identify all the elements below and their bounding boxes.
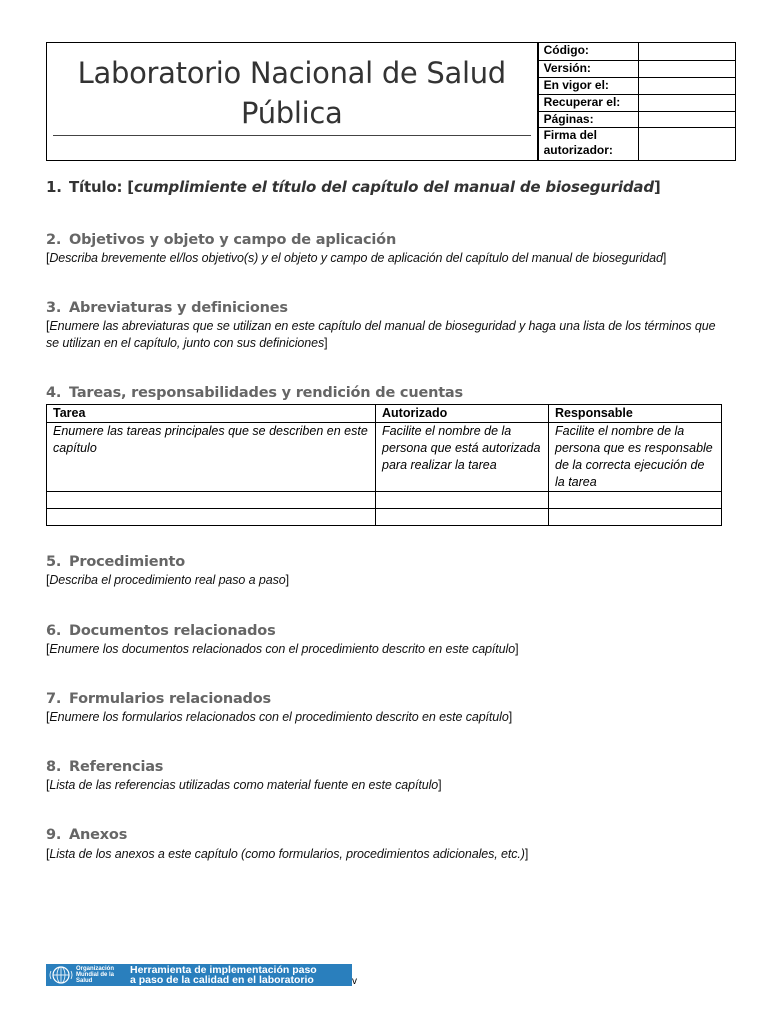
section-abbreviations-heading [46, 300, 288, 316]
section-title-heading [46, 178, 661, 196]
document-header [46, 42, 736, 161]
section-heading-text: Objetivos y objeto y campo de aplicación [69, 232, 397, 248]
table-cell[interactable] [47, 492, 376, 509]
bracket-open: [ [46, 778, 50, 792]
page-number: v [352, 976, 357, 987]
section-objectives-heading [46, 232, 396, 248]
section-procedure-body [46, 572, 726, 589]
bracket-close: ] [662, 251, 667, 265]
document-meta-table [538, 43, 735, 160]
section-heading-text: Tareas, responsabilidades y rendición de cuentas [69, 385, 463, 401]
bracket-open: [ [46, 710, 50, 724]
footer-banner [46, 964, 352, 986]
section-heading-text: Referencias [69, 759, 164, 775]
placeholder-text[interactable]: Lista de las referencias utilizadas como material fuente en este capítulo [49, 778, 439, 792]
meta-label-version: Versión: [538, 60, 639, 77]
lab-title: Laboratorio Nacional de Salud Pública [77, 56, 506, 130]
who-globe-icon [48, 965, 74, 985]
section-documents-heading [46, 623, 276, 639]
table-header-row [47, 405, 722, 423]
section-tasks-heading [46, 385, 463, 401]
section-forms-heading [46, 691, 271, 707]
bracket-close: ] [524, 847, 529, 861]
header-title-cell [47, 43, 538, 160]
bracket-open: [ [46, 319, 50, 333]
meta-label-recall: Recuperar el: [538, 94, 639, 111]
meta-value-signature[interactable] [639, 127, 735, 160]
section-number: 9. [46, 827, 62, 843]
meta-label-code: Código: [538, 43, 639, 60]
section-title-placeholder[interactable]: cumplimiente el título del capítulo del manual de bioseguridad [133, 178, 654, 196]
section-number: 7. [46, 691, 62, 707]
column-header-task: Tarea [47, 405, 376, 423]
placeholder-text[interactable]: Describa brevemente el/los objetivo(s) y el objeto y campo de aplicación del capítulo del manual de bioseguridad [49, 251, 663, 265]
meta-row [538, 77, 735, 94]
meta-row [538, 43, 735, 60]
section-heading-text: Formularios relacionados [69, 691, 271, 707]
table-cell[interactable] [47, 509, 376, 526]
section-heading-text: Procedimiento [69, 554, 186, 570]
section-annexes-heading [46, 827, 127, 843]
org-name: Organización Mundial de la Salud [76, 966, 115, 984]
bracket-open: [ [46, 642, 50, 656]
table-cell[interactable] [376, 509, 549, 526]
section-heading-text: Abreviaturas y definiciones [69, 300, 288, 316]
meta-row [538, 127, 735, 160]
table-row [47, 492, 722, 509]
section-number: 3. [46, 300, 62, 316]
meta-value-recall[interactable] [639, 94, 735, 111]
table-cell[interactable] [549, 509, 722, 526]
meta-row [538, 60, 735, 77]
table-cell[interactable]: Facilite el nombre de la persona que es responsable de la correcta ejecución de la tarea [549, 423, 722, 492]
placeholder-text[interactable]: Enumere los documentos relacionados con el procedimiento descrito en este capítulo [49, 642, 516, 656]
table-cell[interactable]: Enumere las tareas principales que se describen en este capítulo [47, 423, 376, 492]
bracket-close: ] [285, 573, 289, 587]
bracket-open: [ [46, 573, 50, 587]
section-heading-text: Anexos [69, 827, 128, 843]
meta-value-effective[interactable] [639, 77, 735, 94]
bracket-close: ] [653, 178, 661, 196]
section-number: 6. [46, 623, 62, 639]
meta-value-code[interactable] [639, 43, 735, 60]
bracket-close: ] [324, 336, 328, 350]
table-cell[interactable] [376, 492, 549, 509]
section-number: 5. [46, 554, 62, 570]
section-number: 4. [46, 385, 62, 401]
placeholder-text[interactable]: Enumere las abreviaturas que se utilizan en este capítulo del manual de bioseguridad y haga una lista de los términos que se utilizan en el capítulo, junto con sus definiciones [46, 319, 716, 350]
section-references-body [46, 777, 726, 794]
table-row [47, 509, 722, 526]
placeholder-text[interactable]: Enumere los formularios relacionados con el procedimiento descrito en este capítulo [49, 710, 509, 724]
title-rule [53, 135, 531, 136]
banner-line-1: Herramienta de implementación paso [130, 964, 317, 976]
bracket-open: [ [46, 251, 50, 265]
banner-line-2: a paso de la calidad en el laboratorio [130, 974, 314, 986]
section-number: 2. [46, 232, 62, 248]
column-header-responsible: Responsable [549, 405, 722, 423]
bracket-close: ] [515, 642, 519, 656]
placeholder-text[interactable]: Describa el procedimiento real paso a paso [49, 573, 286, 587]
banner-text [130, 965, 317, 985]
meta-row [538, 94, 735, 111]
section-documents-body [46, 641, 726, 658]
bracket-open: [ [46, 847, 50, 861]
placeholder-text[interactable]: Lista de los anexos a este capítulo (como formularios, procedimientos adicionales, etc.) [49, 847, 525, 861]
section-title-label: Título: [ [69, 178, 134, 196]
table-row [47, 423, 722, 492]
section-number: 1. [46, 178, 62, 196]
bracket-close: ] [508, 710, 513, 724]
meta-label-pages: Páginas: [538, 111, 639, 127]
section-annexes-body [46, 846, 726, 863]
section-number: 8. [46, 759, 62, 775]
column-header-authorized: Autorizado [376, 405, 549, 423]
meta-label-signature: Firma del autorizador: [538, 127, 639, 160]
table-cell[interactable] [549, 492, 722, 509]
section-references-heading [46, 759, 163, 775]
meta-value-pages[interactable] [639, 111, 735, 127]
section-forms-body [46, 709, 726, 726]
tasks-table [46, 404, 722, 526]
bracket-close: ] [438, 778, 442, 792]
meta-value-version[interactable] [639, 60, 735, 77]
section-heading-text: Documentos relacionados [69, 623, 276, 639]
table-cell[interactable]: Facilite el nombre de la persona que está autorizada para realizar la tarea [376, 423, 549, 492]
section-objectives-body [46, 250, 726, 267]
meta-label-effective: En vigor el: [538, 77, 639, 94]
meta-row [538, 111, 735, 127]
section-abbreviations-body [46, 318, 726, 352]
section-procedure-heading [46, 554, 185, 570]
